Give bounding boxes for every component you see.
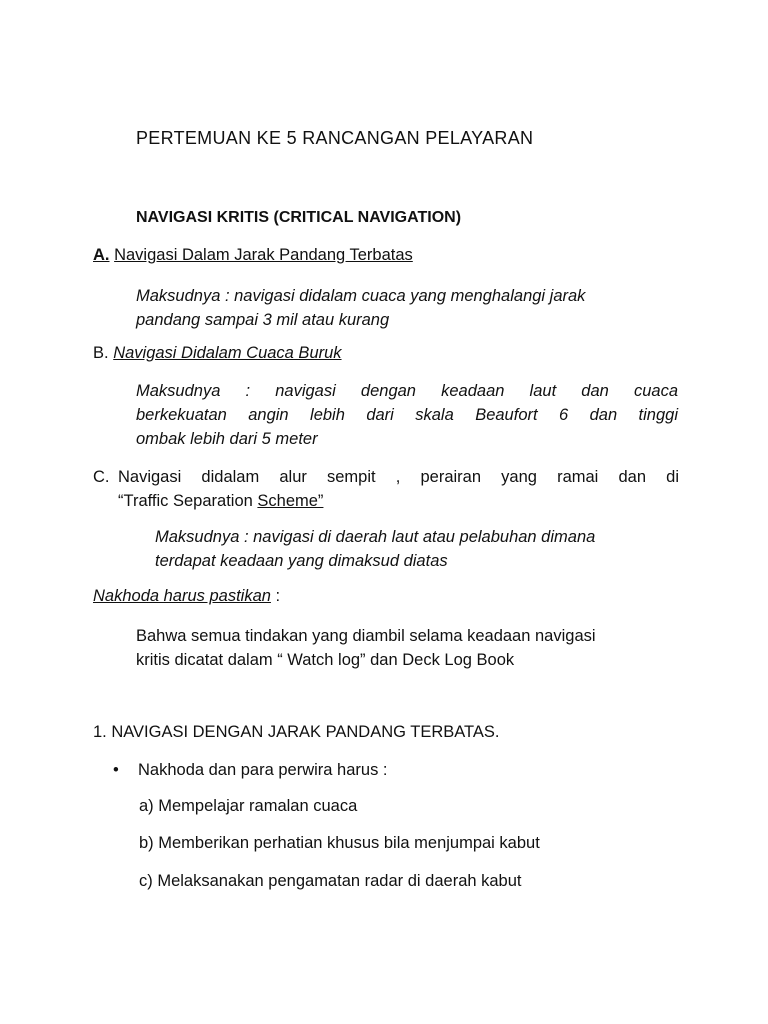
list-item: c) Melaksanakan pengamatan radar di daerah kabut	[139, 872, 522, 890]
item-c-line1: Navigasi didalam alur sempit , perairan yang ramai dan di	[118, 468, 679, 486]
item-a-desc-line: Maksudnya : navigasi didalam cuaca yang menghalangi jarak	[136, 287, 586, 305]
page-title: PERTEMUAN KE 5 RANCANGAN PELAYARAN	[136, 128, 534, 148]
section1-bullet-text: Nakhoda dan para perwira harus :	[138, 761, 388, 779]
item-c-marker: C.	[93, 468, 110, 486]
section-heading: NAVIGASI KRITIS (CRITICAL NAVIGATION)	[136, 209, 462, 226]
nakhoda-heading-row	[93, 587, 280, 606]
item-b-desc-line: Maksudnya : navigasi dengan keadaan laut dan cuaca	[136, 382, 678, 400]
bullet-icon: •	[113, 761, 119, 779]
item-c-desc-line: Maksudnya : navigasi di daerah laut atau pelabuhan dimana	[155, 528, 596, 546]
nakhoda-colon: :	[270, 587, 281, 605]
item-c-text	[93, 465, 679, 513]
item-c-description	[155, 525, 685, 573]
list-item: a) Mempelajar ramalan cuaca	[139, 797, 358, 815]
item-b-desc-line: ombak lebih dari 5 meter	[136, 430, 318, 448]
nakhoda-label: Nakhoda harus pastikan	[93, 587, 271, 605]
section1-heading: 1. NAVIGASI DENGAN JARAK PANDANG TERBATAS.	[93, 723, 500, 741]
item-c-desc-line: terdapat keadaan yang dimaksud diatas	[155, 552, 448, 570]
item-a-heading: Navigasi Dalam Jarak Pandang Terbatas	[114, 246, 413, 264]
nakhoda-text-line: kritis dicatat dalam “ Watch log” dan Deck Log Book	[136, 651, 515, 669]
item-b-description	[136, 379, 678, 451]
item-c-line2-prefix: “Traffic Separation	[118, 492, 258, 510]
item-a-heading-row	[93, 246, 413, 265]
section1-bullet-row	[113, 761, 387, 780]
list-item: b) Memberikan perhatian khusus bila menjumpai kabut	[139, 834, 540, 852]
item-b-heading: Navigasi Didalam Cuaca Buruk	[113, 344, 342, 362]
item-a-description	[136, 284, 676, 332]
item-b-marker: B.	[93, 344, 109, 362]
item-b-desc-line: berkekuatan angin lebih dari skala Beaufort 6 dan tinggi	[136, 406, 678, 424]
item-c-line2-scheme: Scheme”	[257, 492, 324, 510]
item-a-marker: A.	[93, 246, 110, 264]
item-c-line1-row	[93, 465, 679, 489]
item-b-heading-row	[93, 344, 342, 363]
item-c-line2	[93, 489, 679, 513]
nakhoda-text-line: Bahwa semua tindakan yang diambil selama keadaan navigasi	[136, 627, 596, 645]
nakhoda-text	[136, 624, 681, 672]
item-a-desc-line: pandang sampai 3 mil atau kurang	[136, 311, 390, 329]
